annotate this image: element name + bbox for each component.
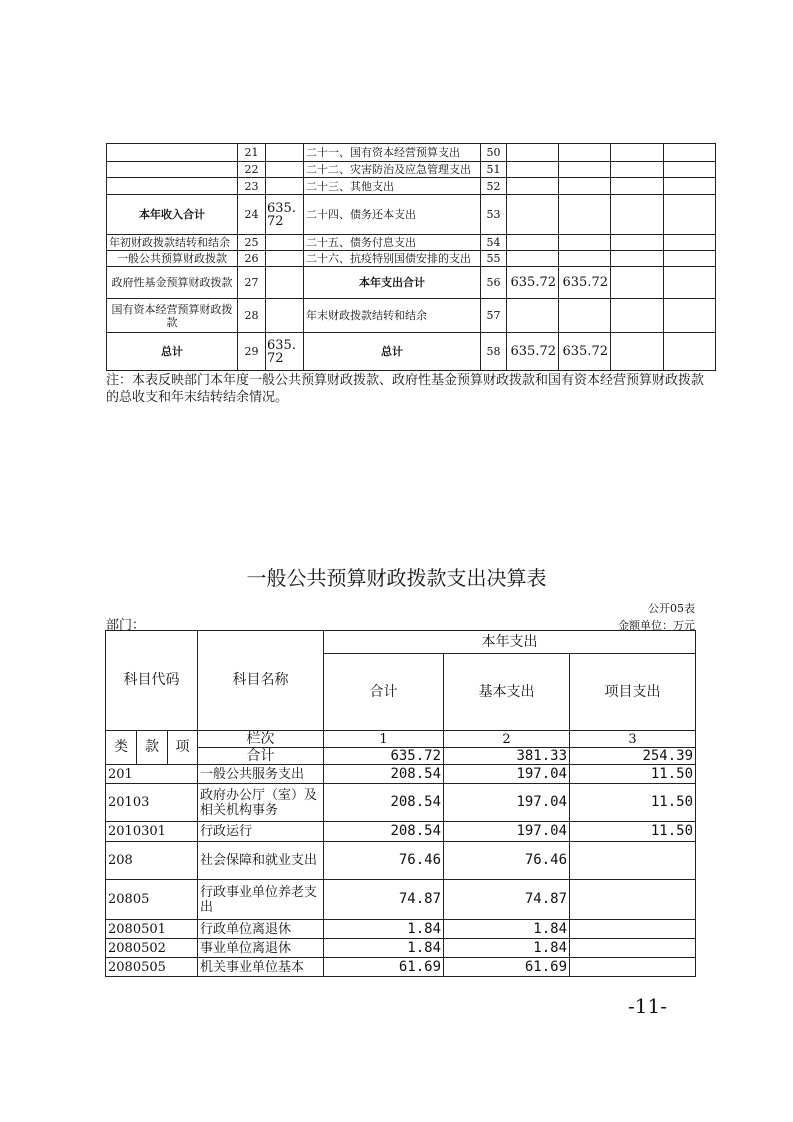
table-row: 20805 行政事业单位养老支出 74.87 74.87: [106, 880, 696, 920]
total-row: 合计 635.72 381.33 254.39: [106, 748, 696, 765]
expense-total-label: 本年支出合计: [304, 267, 481, 299]
page-number: -11-: [628, 994, 667, 1018]
kuan-header: 款: [137, 731, 168, 765]
column-index-row: 类 款 项 栏次 1 2 3: [106, 731, 696, 748]
table-row: 21 二十一、国有资本经营预算支出 50: [107, 144, 716, 162]
table-row: 208 社会保障和就业支出 76.46 76.46: [106, 842, 696, 880]
total-header: 合计: [324, 654, 444, 731]
table-row: 年初财政拨款结转和结余 25 二十五、债务付息支出 54: [107, 235, 716, 251]
subject-name-header: 科目名称: [198, 631, 324, 731]
xiang-header: 项: [168, 731, 198, 765]
table-code: 公开05表: [648, 602, 695, 615]
income-total-label: 本年收入合计: [107, 195, 238, 235]
header-row: [106, 631, 696, 654]
table-row: 2080501 行政单位离退休 1.84 1.84: [106, 920, 696, 939]
expense-group-header: 本年支出: [324, 631, 696, 654]
grand-total-label: 总计: [107, 333, 238, 371]
lanci-label: 栏次: [198, 731, 324, 748]
table-note: 注：本表反映部门本年度一般公共预算财政拨款、政府性基金预算财政拨款和国有资本经营预算财政拨款的总收支和年末结转结余情况。: [106, 373, 705, 405]
basic-header: 基本支出: [444, 654, 570, 731]
department-label: 部门：: [106, 618, 146, 633]
table-row: 23 二十三、其他支出 52: [107, 178, 716, 195]
table-row: 201 一般公共服务支出 208.54 197.04 11.50: [106, 765, 696, 784]
unit-label: 金额单位：万元: [618, 619, 695, 632]
grand-total-label-right: 总计: [304, 333, 481, 371]
table-row: 2010301 行政运行 208.54 197.04 11.50: [106, 822, 696, 842]
table-row: 政府性基金预算财政拨款 27 本年支出合计 56 635.72 635.72: [107, 267, 716, 299]
table-row: 总计 29 635.72 总计 58 635.72 635.72: [107, 333, 716, 371]
table-row: 2080502 事业单位离退休 1.84 1.84: [106, 939, 696, 958]
income-total-value: 635.72: [266, 195, 304, 235]
table-row: 一般公共预算财政拨款 26 二十六、抗疫特别国债安排的支出 55: [107, 251, 716, 267]
table-row: 2080505 机关事业单位基本 61.69 61.69: [106, 958, 696, 977]
page-title: 一般公共预算财政拨款支出决算表: [246, 566, 547, 590]
table-row: 本年收入合计 24 635.72 二十四、债务还本支出 53: [107, 195, 716, 235]
project-header: 项目支出: [570, 654, 696, 731]
table-row: 22 二十二、灾害防治及应急管理支出 51: [107, 162, 716, 178]
subject-code-header: 科目代码: [106, 631, 198, 731]
expenditure-table: [105, 630, 696, 977]
income-expense-table: [106, 143, 716, 371]
lei-header: 类: [106, 731, 137, 765]
table-row: 国有资本经营预算财政拨款 28 年末财政拨款结转和结余 57: [107, 299, 716, 333]
table-row: 20103 政府办公厅（室）及相关机构事务 208.54 197.04 11.50: [106, 784, 696, 822]
